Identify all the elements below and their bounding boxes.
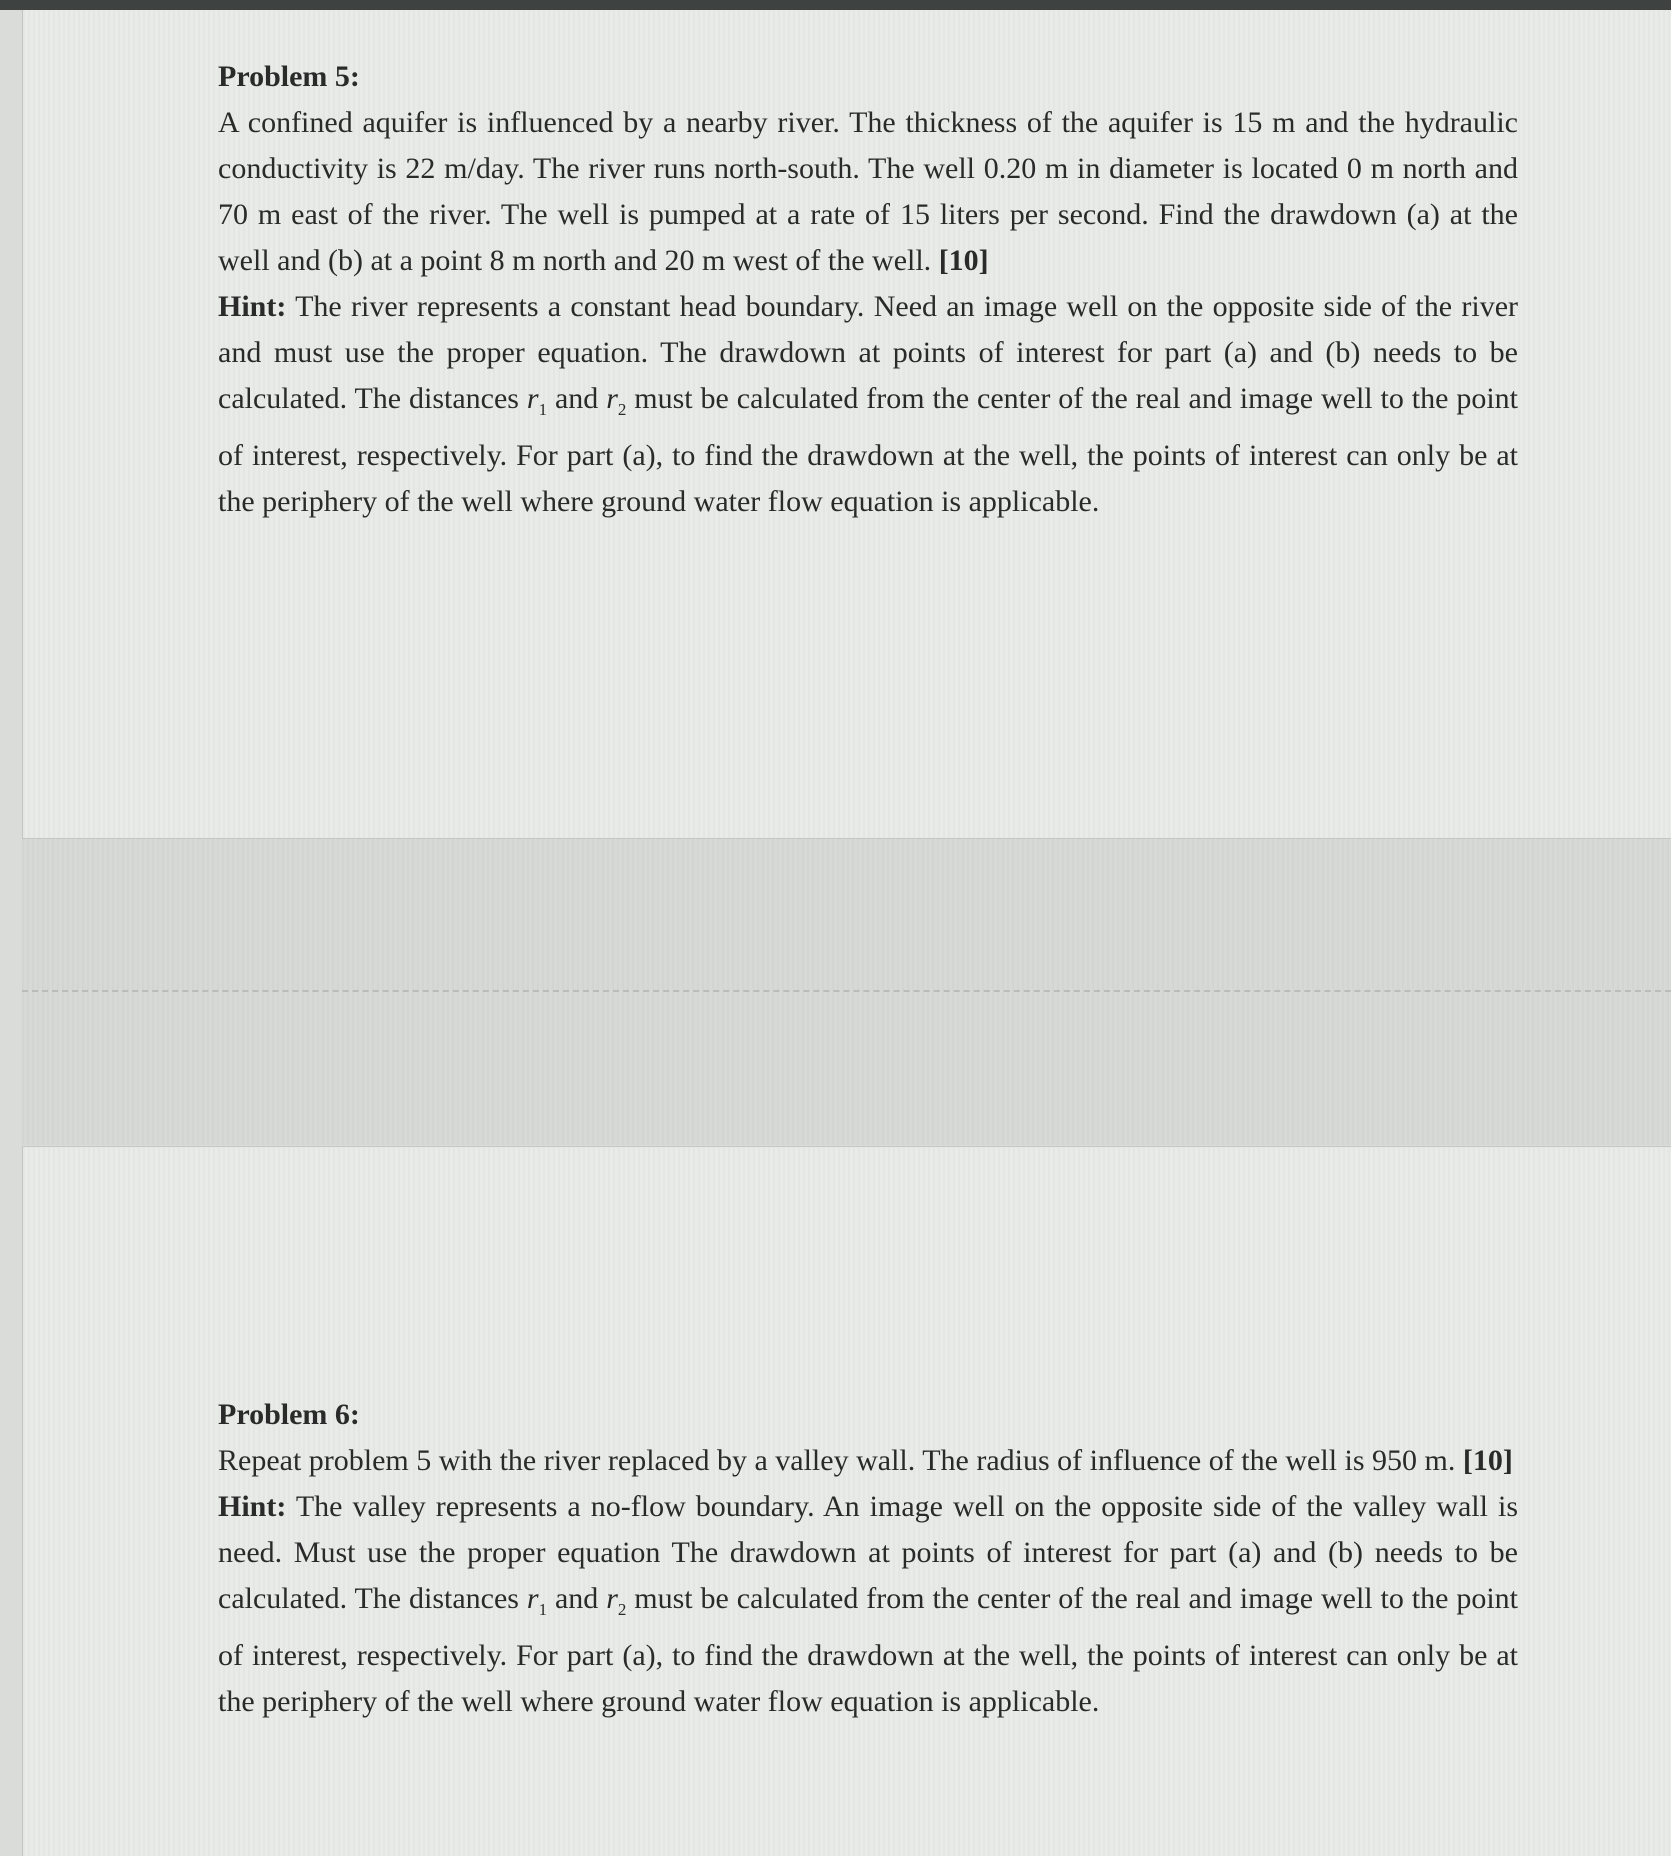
problem-5-r2-symbol: $r_2$ xyxy=(606,382,627,419)
problem-6-hint xyxy=(218,1484,1518,1725)
problem-6-hint-text-1: The valley represents a no-flow boundary. An image well on the opposite side of the valley wall is need. Must use the proper equation The drawdown at points of interest for part (a) and (b) needs to be calculated. The distances xyxy=(218,1490,1518,1615)
problem-5-hint-label: Hint: xyxy=(218,290,287,323)
problem-5-hint-text-1: The river represents a constant head boundary. Need an image well on the opposite side of the river and must use the proper equation. The drawdown at points of interest for part (a) and (b) needs to be calculated. The distances xyxy=(218,290,1518,415)
problem-6-r1-symbol: $r_1$ xyxy=(526,1582,548,1619)
problem-6-marks: [10] xyxy=(1462,1444,1513,1477)
problem-5-hint-and: and xyxy=(547,382,607,415)
problem-6-heading: Problem 6: xyxy=(218,1398,360,1431)
problem-5-hint xyxy=(218,284,1518,525)
problem-6-text: Repeat problem 5 with the river replaced by a valley wall. The radius of influence of the well is 950 m. xyxy=(218,1444,1463,1477)
top-edge-bar xyxy=(0,0,1671,10)
problem-6-statement xyxy=(218,1438,1518,1484)
problem-5-text: A confined aquifer is influenced by a nearby river. The thickness of the aquifer is 15 m and the hydraulic conductivity is 22 m/day. The river runs north-south. The well 0.20 m in diameter is located 0 m north and 70 m east of the river. The well is pumped at a rate of 15 liters per second. Find the drawdown (a) at the well and (b) at a point 8 m north and 20 m west of the well. xyxy=(218,106,1518,277)
dashed-divider xyxy=(22,990,1671,992)
problem-5-block xyxy=(218,54,1518,525)
problem-5-marks: [10] xyxy=(938,244,989,277)
problem-6-hint-text-2: must be calculated from the center of the real and image well to the point of interest, respectively. For part (a), to find the drawdown at the well, the points of interest can only be at the periphery of the well where ground water flow equation is applicable. xyxy=(218,1582,1518,1718)
problem-6-block xyxy=(218,1392,1518,1725)
problem-5-hint-text-2: must be calculated from the center of the real and image well to the point of interest, respectively. For part (a), to find the drawdown at the well, the points of interest can only be at the periphery of the well where ground water flow equation is applicable. xyxy=(218,382,1518,518)
answer-gap-area xyxy=(22,839,1671,1145)
problem-5-r1-symbol: $r_1$ xyxy=(526,382,548,419)
problem-6-hint-label: Hint: xyxy=(218,1490,287,1523)
problem-5-heading: Problem 5: xyxy=(218,60,360,93)
problem-6-hint-and: and xyxy=(547,1582,607,1615)
problem-6-r2-symbol: $r_2$ xyxy=(606,1582,627,1619)
problem-5-statement xyxy=(218,100,1518,284)
